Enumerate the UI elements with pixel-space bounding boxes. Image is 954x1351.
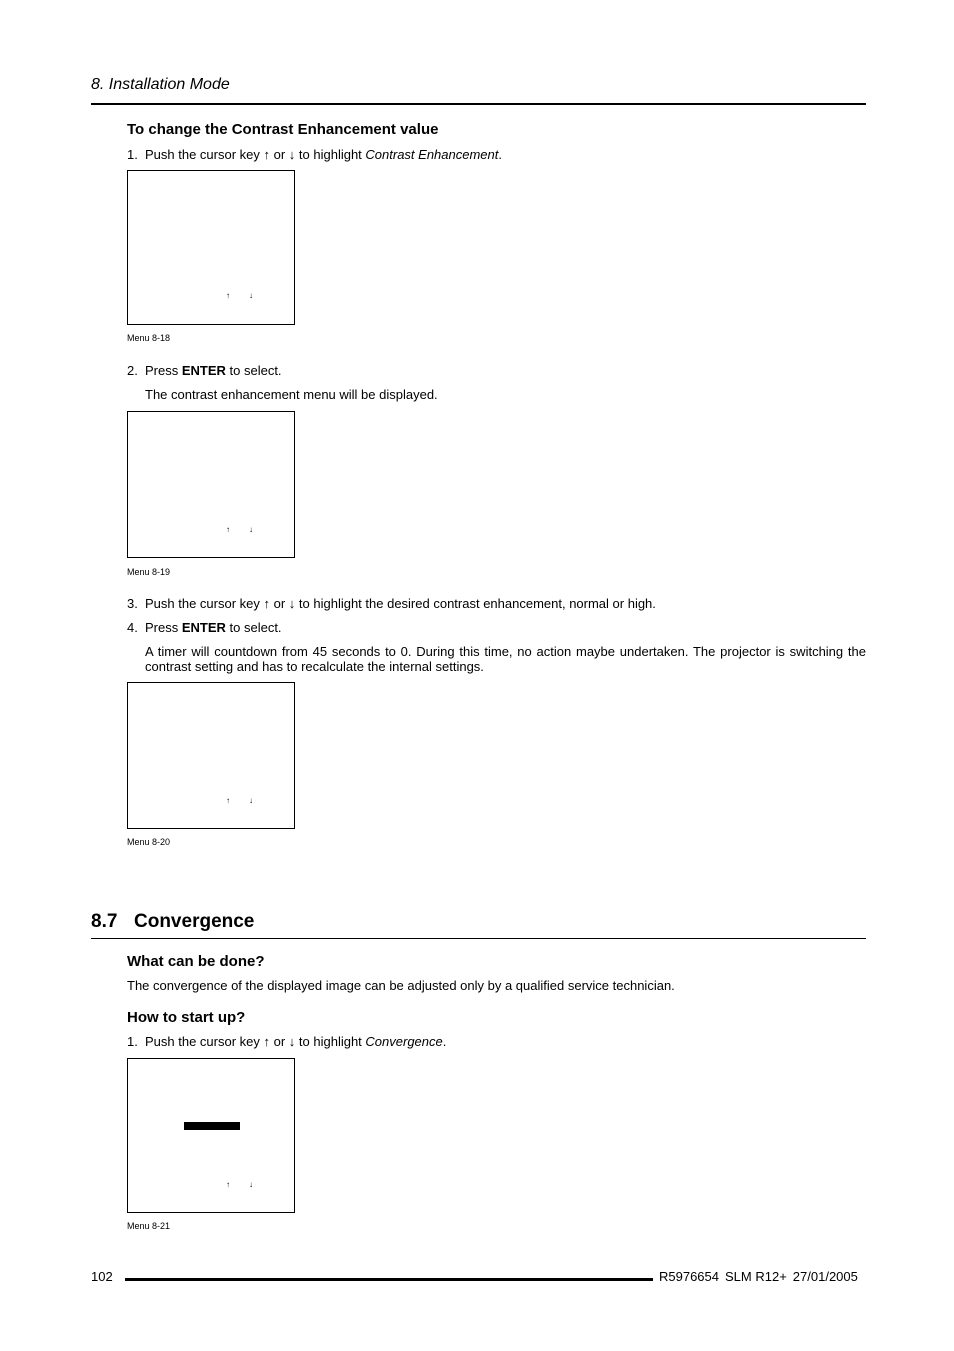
- up-arrow-icon: ↑: [263, 596, 270, 611]
- step-text: or: [270, 596, 289, 611]
- step-text: Push the cursor key: [145, 1034, 264, 1049]
- menu-8-20-box: [127, 682, 295, 829]
- step-text: to highlight: [295, 1034, 366, 1049]
- menu-8-19-caption: Menu 8-19: [127, 567, 171, 577]
- menu-8-19-box: [127, 411, 295, 558]
- down-arrow-icon: ↓: [249, 525, 253, 534]
- down-arrow-icon: ↓: [288, 596, 296, 611]
- up-arrow-icon: ↑: [226, 291, 230, 300]
- menu-8-20-caption: Menu 8-20: [127, 837, 171, 847]
- menu-8-21-box: [127, 1058, 295, 1213]
- step-text: or: [270, 1034, 289, 1049]
- step-number: 3.: [127, 596, 138, 611]
- section-name: Convergence: [134, 911, 255, 932]
- contrast-step-3: [127, 596, 656, 611]
- up-arrow-icon: ↑: [226, 1180, 230, 1189]
- up-arrow-icon: ↑: [263, 147, 270, 162]
- menu-8-18-caption: Menu 8-18: [127, 333, 171, 343]
- down-arrow-icon: ↓: [288, 1034, 296, 1049]
- contrast-step-2-note: The contrast enhancement menu will be displayed.: [145, 387, 438, 402]
- step-text: or: [270, 147, 289, 162]
- product-name: SLM R12+: [725, 1269, 787, 1284]
- doc-date: 27/01/2005: [792, 1269, 858, 1284]
- step-text: to select.: [225, 363, 282, 378]
- step-text: Press: [145, 363, 182, 378]
- section-number: 8.7: [91, 911, 118, 932]
- footer-doc-info: [659, 1269, 864, 1284]
- what-heading: What can be done?: [127, 953, 265, 970]
- contrast-step-2: [127, 363, 282, 378]
- menu-highlight-bar: [184, 1122, 240, 1130]
- key-name: ENTER: [181, 363, 226, 378]
- up-arrow-icon: ↑: [263, 1034, 270, 1049]
- page-number: 102: [91, 1269, 113, 1284]
- contrast-step-4-note: A timer will countdown from 45 seconds to 0. During this time, no action maybe undertaken. The projector is switching the contrast setting and has to recalculate the internal settings.: [145, 644, 866, 674]
- menu-item-reference: Contrast Enhancement: [365, 147, 499, 162]
- menu-item-reference: Convergence: [365, 1034, 443, 1049]
- step-number: 1.: [127, 1034, 138, 1049]
- section-rule: [91, 938, 866, 939]
- step-number: 1.: [127, 147, 138, 162]
- menu-8-18-box: [127, 170, 295, 325]
- up-arrow-icon: ↑: [226, 525, 230, 534]
- down-arrow-icon: ↓: [249, 291, 253, 300]
- step-number: 2.: [127, 363, 138, 378]
- step-text: Push the cursor key: [145, 596, 264, 611]
- down-arrow-icon: ↓: [288, 147, 296, 162]
- up-arrow-icon: ↑: [226, 796, 230, 805]
- step-text: to select.: [225, 620, 282, 635]
- step-text: to highlight the desired contrast enhancement, normal or high.: [295, 596, 656, 611]
- start-heading: How to start up?: [127, 1009, 246, 1026]
- header-rule: [91, 103, 866, 105]
- step-text: Press: [145, 620, 182, 635]
- step-text: Push the cursor key: [145, 147, 264, 162]
- doc-number: R5976654: [659, 1269, 719, 1284]
- step-text: .: [498, 147, 502, 162]
- down-arrow-icon: ↓: [249, 796, 253, 805]
- section-title: [91, 911, 254, 933]
- contrast-heading: To change the Contrast Enhancement value: [127, 121, 439, 138]
- convergence-step-1: [127, 1034, 446, 1049]
- footer-rule: [125, 1278, 653, 1281]
- menu-8-21-caption: Menu 8-21: [127, 1221, 171, 1231]
- what-text: The convergence of the displayed image can be adjusted only by a qualified service technician.: [127, 978, 675, 993]
- key-name: ENTER: [181, 620, 226, 635]
- step-text: .: [442, 1034, 447, 1049]
- chapter-title: 8. Installation Mode: [91, 76, 230, 93]
- step-number: 4.: [127, 620, 138, 635]
- down-arrow-icon: ↓: [249, 1180, 253, 1189]
- contrast-step-4: [127, 620, 282, 635]
- step-text: to highlight: [295, 147, 366, 162]
- contrast-step-1: [127, 147, 502, 162]
